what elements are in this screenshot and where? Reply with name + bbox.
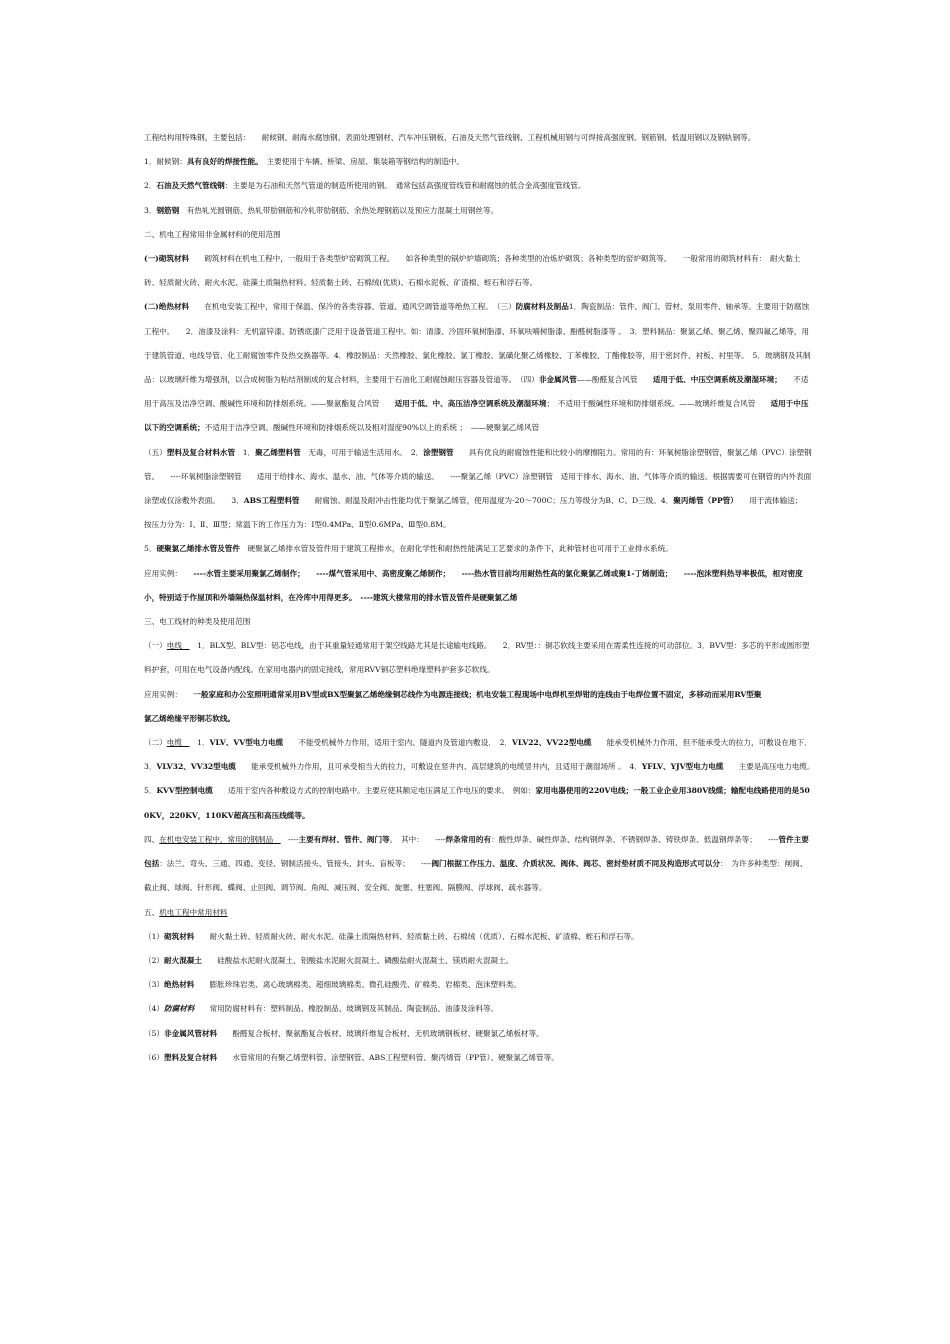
text-run: 不适用于高压及洁净空调、酸碱性环境和防排烟系统。——聚氨酯复合风管 — [144, 375, 809, 409]
text-run: 适用于室内各种敷设方式的控制电路中。主要应使其额定电压满足工作电压的要求。 例如： — [212, 786, 536, 796]
paragraph — [144, 610, 814, 634]
paragraph — [144, 199, 814, 223]
paragraph — [144, 537, 814, 561]
text-run: 不能受机械外力作用，适用于室内、隧道内及管道内敷设． 2． — [283, 738, 513, 748]
text-run: ——酚醛复合风管 — [576, 375, 653, 385]
text-run: ； 不适用于酸碱性环境和防排烟系统。——玻璃纤维复合风管 — [546, 399, 771, 409]
paragraph — [144, 707, 814, 731]
text-run: 石油及天然气管线钢 — [156, 181, 225, 191]
text-run: 焊条常用的有 — [445, 834, 492, 844]
text-run: 砌筑材料在机电工程中，一般用于各类型炉窑砌筑工程。 如各种类型的锅炉炉墙砌筑；各种类型的冶炼炉砌筑；各种类型的窑炉砌筑等。 一般常用的砌筑材料有： 耐火黏土砖、轻质耐火砖、耐火水泥、硅藻土质隔热材料、轻质黏土砖、石棉绒(优质)、石棉水泥板、矿渣棉、蛭石和浮石等。 — [144, 254, 801, 288]
text-run: ： 为许多种类型：闸阀、截止阀、球阀、针形阀、蝶阀、止回阀、调节阀、角阀、减压阀、安全阀、旋塞、柱塞阀、隔膜阀、浮球阀、疏水器等。 — [144, 859, 808, 893]
text-run: 电线 — [166, 641, 190, 651]
paragraph — [144, 828, 814, 901]
text-run: 电缆 — [166, 738, 190, 748]
paragraph — [144, 973, 814, 997]
text-run: 1．BLX型、BLV型：铝芯电线，由于其重量轻通常用于架空线路尤其是长途输电线路。 2．RV型：：铜芯软线主要采用在需柔性连接的可动部位。3．BVV型：多芯的平形或圆形塑料护套，可用在电气设备内配线。在家用电器内的固定接线，常用RVV铜芯塑料绝缘塑料护套多芯软线。 — [144, 641, 810, 675]
paragraph — [144, 997, 814, 1021]
text-run: 适用于低、中压空调系统及潮湿环境； — [652, 375, 779, 385]
text-run: VLV、VV型电力电缆 — [209, 738, 284, 748]
text-run: 砌筑材料 — [164, 931, 195, 941]
text-run: VLV32、VV32型电缆 — [156, 762, 236, 772]
text-run: 用于流体输送； 按压力分为：Ⅰ、Ⅱ、Ⅲ型；常温下的工作压力为：Ⅰ型0.4MPa、Ⅱ型0.6MPa、Ⅲ型0.8M。 — [144, 496, 814, 530]
paragraph — [144, 901, 814, 925]
text-run: （4） — [144, 1004, 165, 1014]
paragraph — [144, 1046, 814, 1070]
text-run: 有热轧光圆钢筋、热轧带肋钢筋和冷轧带肋钢筋、余热处理钢筋以及预应力混凝土用钢丝等。 — [179, 205, 499, 215]
document-body — [144, 126, 826, 1070]
text-run: 二、机电工程常用非金属材料的使用范围 — [144, 229, 281, 239]
paragraph — [144, 247, 814, 295]
text-run: 一般家庭和办公室照明通常采用BV型或BX型聚氯乙烯绝缘铜芯线作为电源连接线；机电安装工程现场中电焊机至焊钳的连线由于电焊位置不固定，多移动而采用RV型聚 — [193, 689, 762, 699]
paragraph — [144, 150, 814, 174]
text-run: 2． — [144, 181, 157, 191]
text-run: 膨胀珍珠岩类、离心玻璃棉类、超细玻璃棉类、微孔硅酸壳、矿棉类、岩棉类、泡沫塑料类。 — [194, 980, 521, 990]
paragraph — [144, 949, 814, 973]
text-run: 工程结构用特殊钢，主要包括： 耐候钢、耐海水腐蚀钢、表面处理钢材、汽车冲压钢板、石油及天然气管线钢、工程机械用钢与可焊接高强度钢、钢筋钢、低温用钢以及钢轨钢等。 — [144, 133, 756, 142]
paragraph — [144, 562, 814, 610]
text-run: KVV型控制电缆 — [156, 786, 213, 796]
text-run: 聚乙烯塑料管 — [255, 447, 301, 457]
text-run: 1． — [235, 447, 256, 457]
text-run: （五） — [144, 447, 167, 457]
text-run: ：主要是为石油和天然气管道的制造所使用的钢。 通常包括高强度管线管和耐腐蚀的低合金高强度管线管。 — [224, 181, 586, 191]
paragraph — [144, 126, 814, 150]
text-run: （2） — [144, 955, 165, 965]
text-run: 耐火混凝土 — [164, 955, 202, 965]
text-run: 1．陶瓷制品：管件、阀门、管材、泵用零件、轴承等。主要用于防腐蚀工程中。 2．油漆及涂料：无机富锌漆、防锈底漆广泛用于设备管道工程中。如：清漆、冷固环氧树脂漆、环氧呋喃树脂漆、酚醛树脂漆等 。 3．塑料制品：聚氯乙烯、聚乙烯、聚四氟乙烯等，用于建筑管道、电线导管、化工耐腐蚀零件及热交换器等。4．橡胶制品：天然橡胶、氯化橡胶、氯丁橡胶、氯磺化聚乙烯橡胶、丁苯橡胶、丁酯橡胶等，用于密封件、衬板、衬里等。 5．玻璃钢及其制品：以玻璃纤维为增强剂，以合成树脂为粘结剂制成的复合材料，主要用于石油化工耐腐蚀耐压容器及管道等。 （四） — [144, 302, 811, 385]
text-run: 1． — [189, 738, 210, 748]
text-run: （6） — [144, 1052, 165, 1062]
text-run: 在机电安装工程中，常用的钢制品 — [159, 834, 281, 844]
text-run: 5． — [144, 544, 157, 554]
text-run: ---- — [280, 834, 299, 844]
paragraph — [144, 925, 814, 949]
paragraph — [144, 174, 814, 198]
text-run: 具有优良的耐腐蚀性能和比较小的摩擦阻力。常用的有：环氧树脂涂塑钢管，聚氯乙烯（PVC）涂塑钢管。 ----环氧树脂涂塑钢管 适用于给排水、海水、温水、油、气体等介质的输送。 ----聚氯乙烯（PVC）涂塑钢管 适用于排水、海水、油、气体等介质的输送。根据需要可在钢管的内外表面涂塑或仅涂敷外表面。 3． — [144, 447, 812, 506]
text-run: 应用实例： — [144, 568, 194, 578]
text-run: VLV22、VV22型电缆 — [512, 738, 592, 748]
text-run: 阀门根据工作压力、温度、介质状况、阀体、阀芯、密封垫材质不同及构造形式可以分 — [431, 859, 720, 869]
text-run: 钢筋钢 — [156, 205, 180, 215]
text-run: 适用于中压以下的空调系统； — [144, 399, 809, 433]
text-run: (二)绝热材料 — [144, 302, 190, 312]
text-run: 五、 — [144, 907, 160, 917]
text-run: 无毒，可用于输送生活用水。 2． — [300, 447, 424, 457]
text-run: 不适用于洁净空调、酸碱性环境和防排烟系统以及相对湿度90%以上的系统 ； ——硬聚氯乙烯风管 — [204, 423, 540, 433]
text-run: 三、电工线材的种类及使用范围 — [144, 617, 251, 627]
text-run: （一） — [144, 641, 167, 651]
text-run: 。 其中： ---- — [389, 834, 446, 844]
paragraph — [144, 731, 826, 828]
paragraph — [144, 295, 814, 440]
text-run: 在机电安装工程中，常用于保温、保冷的各类容器、管道、通风空调管道等绝热工程。 （三） — [189, 302, 516, 312]
paragraph — [144, 634, 814, 682]
text-run: ：酸性焊条、碱性焊条、结构钢焊条、不锈钢焊条、铸铁焊条、低温钢焊条等； ---- — [491, 834, 779, 844]
text-run: 主要使用于车辆、桥梁、房屋、集装箱等钢结构的制造中。 — [258, 157, 464, 167]
text-run: 水管常用的有聚乙烯塑料管、涂塑钢管、ABS工程塑料管、聚丙烯管（PP管）、硬聚氯乙烯管等。 — [217, 1052, 559, 1062]
text-run: （二） — [144, 738, 167, 748]
text-run: 非金属风管材料 — [164, 1028, 218, 1038]
text-run: 四、 — [144, 834, 160, 844]
text-run: 涂塑钢管 — [423, 447, 454, 457]
text-run: 防腐材料 — [164, 1004, 195, 1014]
text-run: （5） — [144, 1028, 165, 1038]
text-run: 具有良好的焊接性能。 — [186, 157, 259, 167]
text-run: 耐腐蚀、耐温及耐冲击性能均优于聚氯乙烯管，使用温度为-20～700C；压力等级分为B、C、D三级。4． — [299, 496, 674, 506]
text-run: 常用防腐材料有：塑料制品、橡胶制品、玻璃钢及其制品、陶瓷制品、油漆及涂料等。 — [194, 1004, 499, 1014]
paragraph — [144, 1022, 814, 1046]
text-run: 适用于低、中、高压洁净空调系统及潮湿环境 — [394, 399, 547, 409]
text-run: 管件主要包括 — [144, 834, 809, 869]
text-run: ：法兰、弯头、三通、四通、变径、钢制活接头、管接头、封头、盲板等； ---- — [159, 859, 432, 869]
text-run: 酚醛复合板材、聚氨酯复合板材、玻璃纤维复合板材、无机玻璃钢板材、硬聚氯乙烯板材等。 — [217, 1028, 544, 1038]
text-run: （1） — [144, 931, 165, 941]
text-run: 硬聚氯乙烯排水管及管件 — [156, 544, 240, 554]
text-run: 应用实例： — [144, 689, 194, 699]
text-run: ABS工程塑料管 — [243, 496, 300, 506]
paragraph — [144, 223, 814, 247]
text-run: 耐火黏土砖、轻质耐火砖、耐火水泥、硅藻土质隔热材料、轻质黏土砖、石棉绒（优质）、石棉水泥板、矿渣棉、蛭石和浮石等。 — [194, 931, 639, 941]
text-run: (一)砌筑材料 — [144, 254, 190, 264]
text-run: 非金属风管 — [538, 375, 577, 385]
text-run: 主要是高压电力电缆。 5． — [144, 762, 826, 796]
text-run: 绝热材料 — [164, 980, 195, 990]
text-run: 防腐材料及制品 — [515, 302, 569, 312]
text-run: 氯乙烯绝缘平形铜芯软线。 — [144, 713, 236, 723]
text-run: 塑料及复合材料 — [164, 1052, 218, 1062]
text-run: 1．耐候钢： — [144, 157, 187, 167]
text-run: 主要有焊材、管件、阀门等 — [298, 834, 390, 844]
text-run: 塑料及复合材料水管 — [166, 447, 236, 457]
text-run: 能承受机械外力作用，且可承受相当大的拉力，可敷设在竖井内、高层建筑的电缆竖井内，且适用于潮湿场所 。 4． — [235, 762, 642, 772]
text-run: （3） — [144, 980, 165, 990]
text-run: ----水管主要采用聚氯乙烯制作； ----煤气管采用中、高密度聚乙烯制作； ----热水管目前均用耐热性高的氯化聚氯乙烯或聚1-丁烯制造； ----泡沫塑料热导率极低，相对密度小，特别适于作屋顶和外墙隔热保温材料，在冷库中用得更多。 ----建筑大楼常用的排水管及管件是硬聚氯乙烯 — [144, 568, 803, 602]
text-run: 3． — [144, 205, 157, 215]
paragraph — [144, 441, 814, 538]
text-run: YFLV、YJV型电力电缆 — [641, 762, 724, 772]
text-run: 硅酸盐水泥耐火混凝土、铝酸盐水泥耐火混凝土、磷酸盐耐火混凝土、镁质耐火混凝土。 — [202, 955, 514, 965]
paragraph — [144, 683, 814, 707]
text-run: 聚丙烯管（PP管） — [673, 496, 735, 506]
text-run: 家用电器使用的220V电线；一般工业企业用380V线缆；输配电线路使用的是500KV，220KV，110KV超高压和高压线缆等。 — [144, 786, 810, 820]
text-run: 能承受机械外力作用，但不能承受大的拉力，可敷设在地下． 3． — [144, 738, 816, 772]
text-run: 硬聚氯乙烯排水管及管件用于建筑工程排水，在耐化学性和耐热性能满足工艺要求的条件下，此种管材也可用于工业排水系统。 — [239, 544, 673, 554]
text-run: 机电工程中常用材料 — [159, 907, 228, 917]
